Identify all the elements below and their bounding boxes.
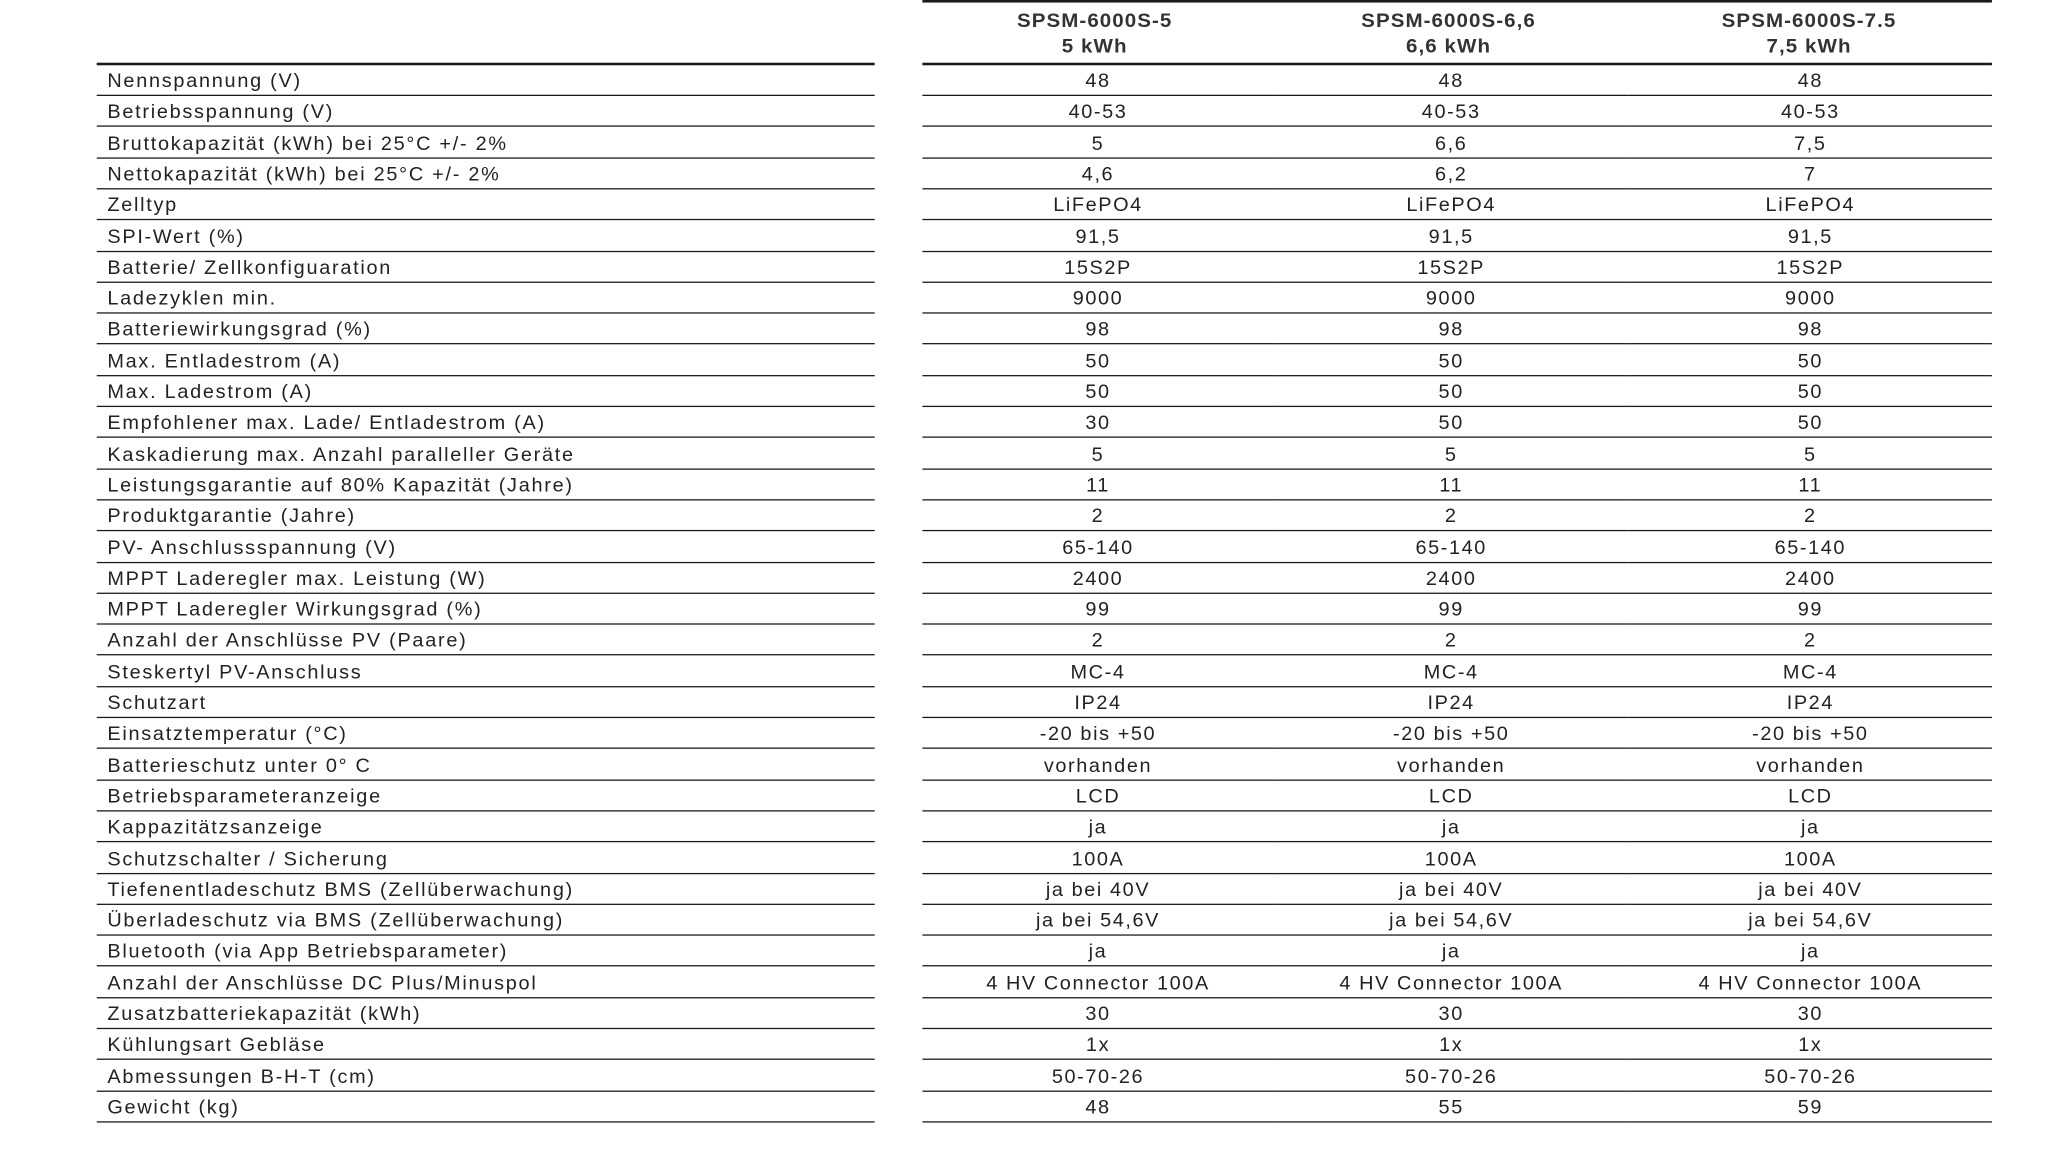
header-top-rule: [922, 0, 1992, 3]
row-value-model-3: 5: [1629, 440, 1992, 469]
row-value-model-2: 48: [1274, 67, 1629, 96]
row-value-model-1: 5: [922, 129, 1273, 158]
row-label: Abmessungen B-H-T (cm): [97, 1062, 875, 1091]
row-value-model-1: 50: [922, 378, 1273, 407]
row-value-model-2: 9000: [1274, 284, 1629, 313]
row-value-model-2: ja: [1274, 813, 1629, 842]
table-row: [0, 689, 2048, 720]
row-value-model-3: 2: [1629, 502, 1992, 531]
table-row: [0, 409, 2048, 440]
row-value-model-3: 7,5: [1629, 129, 1992, 158]
model-capacity: 7,5 kWh: [1766, 35, 1852, 58]
table-row: [0, 937, 2048, 968]
row-value-model-1: 15S2P: [922, 253, 1273, 282]
model-capacity: 6,6 kWh: [1406, 35, 1492, 58]
row-value-model-3: 30: [1629, 1000, 1992, 1029]
table-row: [0, 844, 2048, 875]
row-label: Batterie/ Zellkonfiguaration: [97, 253, 875, 282]
row-value-model-3: 98: [1629, 315, 1992, 344]
row-value-model-2: 30: [1274, 1000, 1629, 1029]
row-value-model-2: 55: [1274, 1093, 1629, 1122]
row-value-model-2: 2: [1274, 502, 1629, 531]
row-value-model-3: LiFePO4: [1629, 191, 1992, 220]
row-label: Leistungsgarantie auf 80% Kapazität (Jahre): [97, 471, 875, 500]
row-value-model-2: 91,5: [1274, 222, 1629, 251]
row-value-model-1: IP24: [922, 689, 1273, 718]
row-label: PV- Anschlussspannung (V): [97, 533, 875, 562]
row-value-model-2: 5: [1274, 440, 1629, 469]
table-row: [0, 502, 2048, 533]
row-value-model-3: 91,5: [1629, 222, 1992, 251]
row-value-model-1: 50: [922, 346, 1273, 375]
row-value-model-2: 99: [1274, 595, 1629, 624]
row-label: Kühlungsart Gebläse: [97, 1031, 875, 1060]
row-value-model-1: 65-140: [922, 533, 1273, 562]
row-value-model-1: ja bei 40V: [922, 875, 1273, 904]
row-value-model-2: 40-53: [1274, 98, 1629, 127]
row-value-model-3: 50: [1629, 346, 1992, 375]
row-value-model-3: 100A: [1629, 844, 1992, 873]
row-value-model-1: 91,5: [922, 222, 1273, 251]
row-value-model-3: 2: [1629, 626, 1992, 655]
row-value-model-3: 50: [1629, 409, 1992, 438]
row-value-model-1: 1x: [922, 1031, 1273, 1060]
row-value-model-3: 65-140: [1629, 533, 1992, 562]
table-row: [0, 658, 2048, 689]
row-value-model-3: 59: [1629, 1093, 1992, 1122]
row-label: Batteriewirkungsgrad (%): [97, 315, 875, 344]
row-value-model-1: 2400: [922, 564, 1273, 593]
table-row: [0, 191, 2048, 222]
row-value-model-1: vorhanden: [922, 751, 1273, 780]
row-value-model-3: 9000: [1629, 284, 1992, 313]
row-label: Anzahl der Anschlüsse PV (Paare): [97, 626, 875, 655]
table-row: [0, 1062, 2048, 1093]
model-capacity: 5 kWh: [1061, 35, 1128, 58]
row-value-model-2: 50: [1274, 409, 1629, 438]
row-label: Kappazitätzsanzeige: [97, 813, 875, 842]
row-value-model-3: 7: [1629, 160, 1992, 189]
table-row: [0, 160, 2048, 191]
row-value-model-2: MC-4: [1274, 658, 1629, 687]
row-value-model-1: 48: [922, 1093, 1273, 1122]
row-value-model-1: 2: [922, 626, 1273, 655]
label-column-top-rule: [97, 63, 875, 65]
row-label: Steskertyl PV-Anschluss: [97, 658, 875, 687]
table-row: [0, 471, 2048, 502]
row-value-model-3: ja: [1629, 813, 1992, 842]
row-label: Produktgarantie (Jahre): [97, 502, 875, 531]
row-value-model-3: 48: [1629, 67, 1992, 96]
row-label: Überladeschutz via BMS (Zellüberwachung): [97, 906, 875, 935]
table-row: [0, 782, 2048, 813]
table-row: [0, 440, 2048, 471]
row-value-model-2: 4 HV Connector 100A: [1274, 969, 1629, 998]
row-value-model-3: -20 bis +50: [1629, 720, 1992, 749]
row-value-model-1: 30: [922, 409, 1273, 438]
model-name: SPSM-6000S-6,6: [1361, 10, 1536, 32]
row-value-model-2: 100A: [1274, 844, 1629, 873]
row-label: Bluetooth (via App Betriebsparameter): [97, 937, 875, 966]
row-label: SPI-Wert (%): [97, 222, 875, 251]
row-value-model-1: 99: [922, 595, 1273, 624]
row-label: Bruttokapazität (kWh) bei 25°C +/- 2%: [97, 129, 875, 158]
row-value-model-3: IP24: [1629, 689, 1992, 718]
row-value-model-3: vorhanden: [1629, 751, 1992, 780]
table-row: [0, 1093, 2048, 1124]
column-header-model-1: [922, 9, 1267, 60]
row-value-model-3: 40-53: [1629, 98, 1992, 127]
column-header-model-3: [1637, 9, 1982, 60]
table-row: [0, 906, 2048, 937]
row-label: Zelltyp: [97, 191, 875, 220]
row-value-model-3: 11: [1629, 471, 1992, 500]
table-row: [0, 98, 2048, 129]
row-value-model-2: 6,2: [1274, 160, 1629, 189]
row-value-model-2: IP24: [1274, 689, 1629, 718]
row-label: Schutzart: [97, 689, 875, 718]
table-row: [0, 67, 2048, 98]
row-value-model-2: LiFePO4: [1274, 191, 1629, 220]
table-row: [0, 346, 2048, 377]
row-value-model-2: -20 bis +50: [1274, 720, 1629, 749]
row-value-model-1: 40-53: [922, 98, 1273, 127]
row-value-model-1: 4 HV Connector 100A: [922, 969, 1273, 998]
table-row: [0, 875, 2048, 906]
model-name: SPSM-6000S-7.5: [1721, 10, 1897, 32]
row-value-model-2: 1x: [1274, 1031, 1629, 1060]
row-value-model-3: 50: [1629, 378, 1992, 407]
row-value-model-2: ja: [1274, 937, 1629, 966]
row-value-model-1: 2: [922, 502, 1273, 531]
table-row: [0, 315, 2048, 346]
row-value-model-2: 15S2P: [1274, 253, 1629, 282]
row-value-model-1: 50-70-26: [922, 1062, 1273, 1091]
row-value-model-3: 2400: [1629, 564, 1992, 593]
row-value-model-1: LiFePO4: [922, 191, 1273, 220]
row-value-model-2: 50: [1274, 378, 1629, 407]
row-value-model-1: LCD: [922, 782, 1273, 811]
row-value-model-1: ja: [922, 937, 1273, 966]
table-row: [0, 1031, 2048, 1062]
row-label: Kaskadierung max. Anzahl paralleller Geräte: [97, 440, 875, 469]
row-label: Empfohlener max. Lade/ Entladestrom (A): [97, 409, 875, 438]
row-label: Tiefenentladeschutz BMS (Zellüberwachung): [97, 875, 875, 904]
row-value-model-2: ja bei 54,6V: [1274, 906, 1629, 935]
table-row: [0, 564, 2048, 595]
row-value-model-2: vorhanden: [1274, 751, 1629, 780]
row-value-model-1: 4,6: [922, 160, 1273, 189]
row-label: MPPT Laderegler max. Leistung (W): [97, 564, 875, 593]
row-label: Nettokapazität (kWh) bei 25°C +/- 2%: [97, 160, 875, 189]
table-row: [0, 595, 2048, 626]
model-name: SPSM-6000S-5: [1016, 10, 1173, 32]
row-label: Betriebsspannung (V): [97, 98, 875, 127]
row-value-model-1: 11: [922, 471, 1273, 500]
row-value-model-2: 65-140: [1274, 533, 1629, 562]
table-row: [0, 969, 2048, 1000]
row-label: Batterieschutz unter 0° C: [97, 751, 875, 780]
table-row: [0, 222, 2048, 253]
row-value-model-3: MC-4: [1629, 658, 1992, 687]
table-row: [0, 533, 2048, 564]
row-value-model-2: 2400: [1274, 564, 1629, 593]
row-value-model-1: 100A: [922, 844, 1273, 873]
row-value-model-3: 1x: [1629, 1031, 1992, 1060]
table-row: [0, 813, 2048, 844]
row-value-model-1: 5: [922, 440, 1273, 469]
row-value-model-3: 15S2P: [1629, 253, 1992, 282]
table-row: [0, 1000, 2048, 1031]
value-columns-top-rule: [922, 63, 1992, 65]
row-value-model-3: ja bei 40V: [1629, 875, 1992, 904]
row-value-model-1: -20 bis +50: [922, 720, 1273, 749]
row-label: Gewicht (kg): [97, 1093, 875, 1122]
row-value-model-1: 9000: [922, 284, 1273, 313]
row-label: MPPT Laderegler Wirkungsgrad (%): [97, 595, 875, 624]
row-value-model-1: ja: [922, 813, 1273, 842]
table-row: [0, 253, 2048, 284]
row-value-model-1: 48: [922, 67, 1273, 96]
row-label: Schutzschalter / Sicherung: [97, 844, 875, 873]
row-value-model-3: LCD: [1629, 782, 1992, 811]
row-value-model-2: ja bei 40V: [1274, 875, 1629, 904]
row-value-model-3: ja: [1629, 937, 1992, 966]
row-label: Ladezyklen min.: [97, 284, 875, 313]
row-value-model-1: MC-4: [922, 658, 1273, 687]
row-value-model-3: 50-70-26: [1629, 1062, 1992, 1091]
row-value-model-1: ja bei 54,6V: [922, 906, 1273, 935]
row-value-model-2: LCD: [1274, 782, 1629, 811]
row-value-model-2: 98: [1274, 315, 1629, 344]
table-row: [0, 378, 2048, 409]
row-label: Anzahl der Anschlüsse DC Plus/Minuspol: [97, 969, 875, 998]
row-value-model-3: 99: [1629, 595, 1992, 624]
column-header-model-2: [1276, 9, 1621, 60]
table-row: [0, 129, 2048, 160]
table-row: [0, 751, 2048, 782]
row-label: Zusatzbatteriekapazität (kWh): [97, 1000, 875, 1029]
row-label: Betriebsparameteranzeige: [97, 782, 875, 811]
row-value-model-1: 98: [922, 315, 1273, 344]
row-value-model-2: 6,6: [1274, 129, 1629, 158]
table-row: [0, 720, 2048, 751]
row-value-model-2: 2: [1274, 626, 1629, 655]
row-value-model-2: 50-70-26: [1274, 1062, 1629, 1091]
row-label: Max. Entladestrom (A): [97, 346, 875, 375]
table-row: [0, 284, 2048, 315]
row-value-model-2: 11: [1274, 471, 1629, 500]
row-label: Max. Ladestrom (A): [97, 378, 875, 407]
row-value-model-3: ja bei 54,6V: [1629, 906, 1992, 935]
table-row: [0, 626, 2048, 657]
row-label: Einsatztemperatur (°C): [97, 720, 875, 749]
row-value-model-2: 50: [1274, 346, 1629, 375]
row-value-model-1: 30: [922, 1000, 1273, 1029]
row-value-model-3: 4 HV Connector 100A: [1629, 969, 1992, 998]
row-label: Nennspannung (V): [97, 67, 875, 96]
